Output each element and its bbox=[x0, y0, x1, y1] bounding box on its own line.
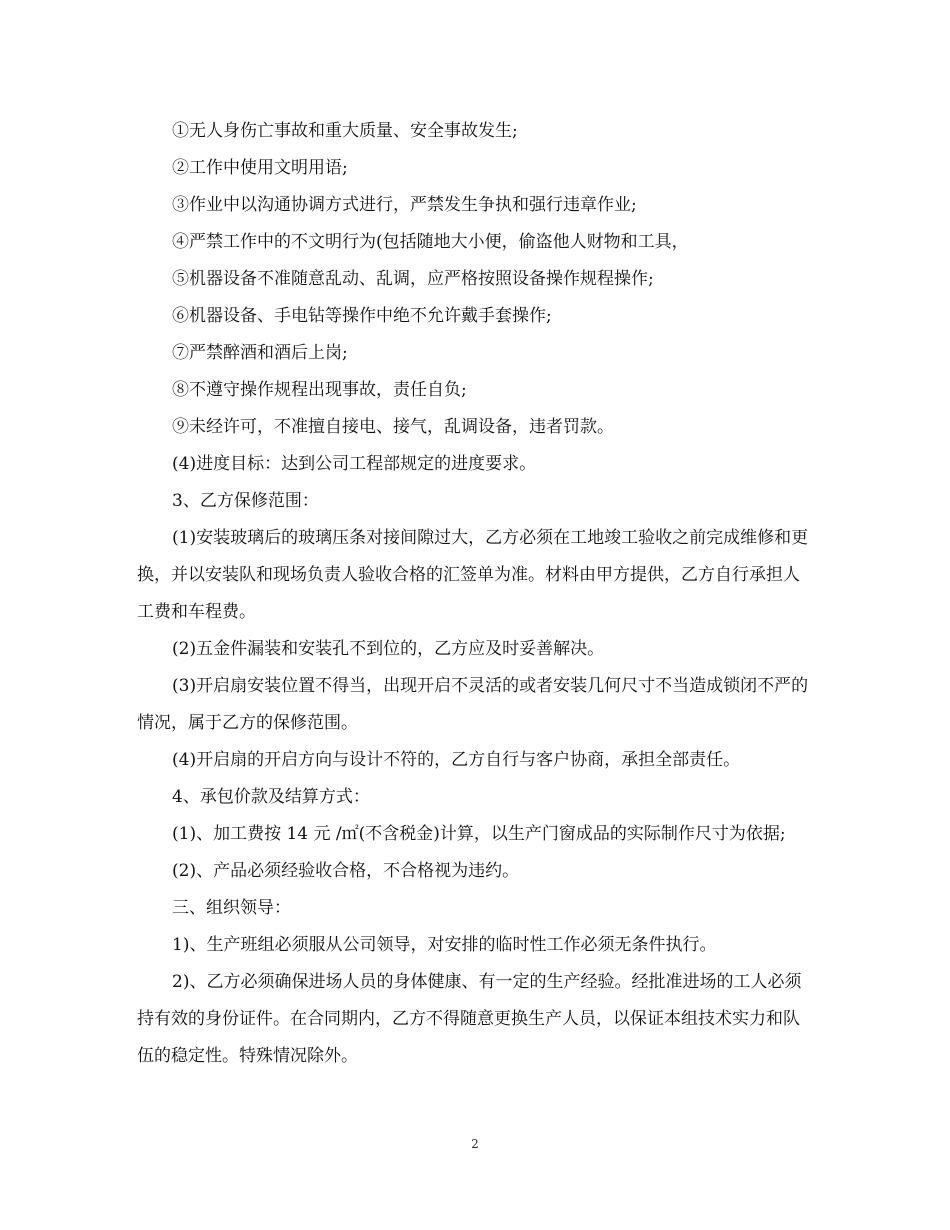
paragraph-14: (3)开启扇安装位置不得当，出现开启不灵活的或者安装几何尺寸不当造成锁闭不严的情况，属于乙方的保修范围。 bbox=[137, 676, 809, 733]
page-number: 2 bbox=[471, 1137, 479, 1151]
paragraph-9: ⑨未经许可，不准擅自接电、接气，乱调设备，违者罚款。 bbox=[172, 417, 614, 437]
paragraph-11: 3、乙方保修范围： bbox=[172, 491, 319, 511]
paragraph-20: 1)、生产班组必须服从公司领导，对安排的临时性工作必须无条件执行。 bbox=[172, 935, 717, 955]
paragraph-21: 2)、乙方必须确保进场人员的身体健康、有一定的生产经验。经批准进场的工人必须持有效的身份证件。在合同期内，乙方不得随意更换生产人员，以保证本组技术实力和队伍的稳定性。特殊情况除外。 bbox=[137, 972, 802, 1066]
paragraph-4: ④严禁工作中的不文明行为(包括随地大小便，偷盗他人财物和工具， bbox=[172, 232, 689, 252]
paragraph-3: ③作业中以沟通协调方式进行，严禁发生争执和强行违章作业; bbox=[172, 195, 637, 215]
paragraph-17: (1)、加工费按 14 元 /㎡(不含税金)计算，以生产门窗成品的实际制作尺寸为依据; bbox=[172, 824, 786, 844]
paragraph-12: (1)安装玻璃后的玻璃压条对接间隙过大，乙方必须在工地竣工验收之前完成维修和更换，并以安装队和现场负责人验收合格的汇签单为准。材料由甲方提供，乙方自行承担人工费和车程费。 bbox=[137, 528, 809, 622]
paragraph-2: ②工作中使用文明用语; bbox=[172, 158, 348, 178]
paragraph-19: 三、组织领导： bbox=[172, 898, 291, 918]
paragraph-1: ①无人身伤亡事故和重大质量、安全事故发生; bbox=[172, 121, 518, 141]
paragraph-7: ⑦严禁醉酒和酒后上岗; bbox=[172, 343, 348, 363]
paragraph-13: (2)五金件漏装和安装孔不到位的，乙方应及时妥善解决。 bbox=[172, 639, 605, 659]
paragraph-15: (4)开启扇的开启方向与设计不符的，乙方自行与客户协商，承担全部责任。 bbox=[172, 750, 741, 770]
document-body bbox=[137, 113, 809, 1075]
paragraph-10: (4)进度目标：达到公司工程部规定的进度要求。 bbox=[172, 454, 537, 474]
paragraph-18: (2)、产品必须经验收合格，不合格视为违约。 bbox=[172, 861, 520, 881]
paragraph-16: 4、承包价款及结算方式： bbox=[172, 787, 370, 807]
paragraph-8: ⑧不遵守操作规程出现事故，责任自负; bbox=[172, 380, 467, 400]
paragraph-5: ⑤机器设备不准随意乱动、乱调，应严格按照设备操作规程操作; bbox=[172, 269, 654, 289]
paragraph-6: ⑥机器设备、手电钻等操作中绝不允许戴手套操作; bbox=[172, 306, 552, 326]
